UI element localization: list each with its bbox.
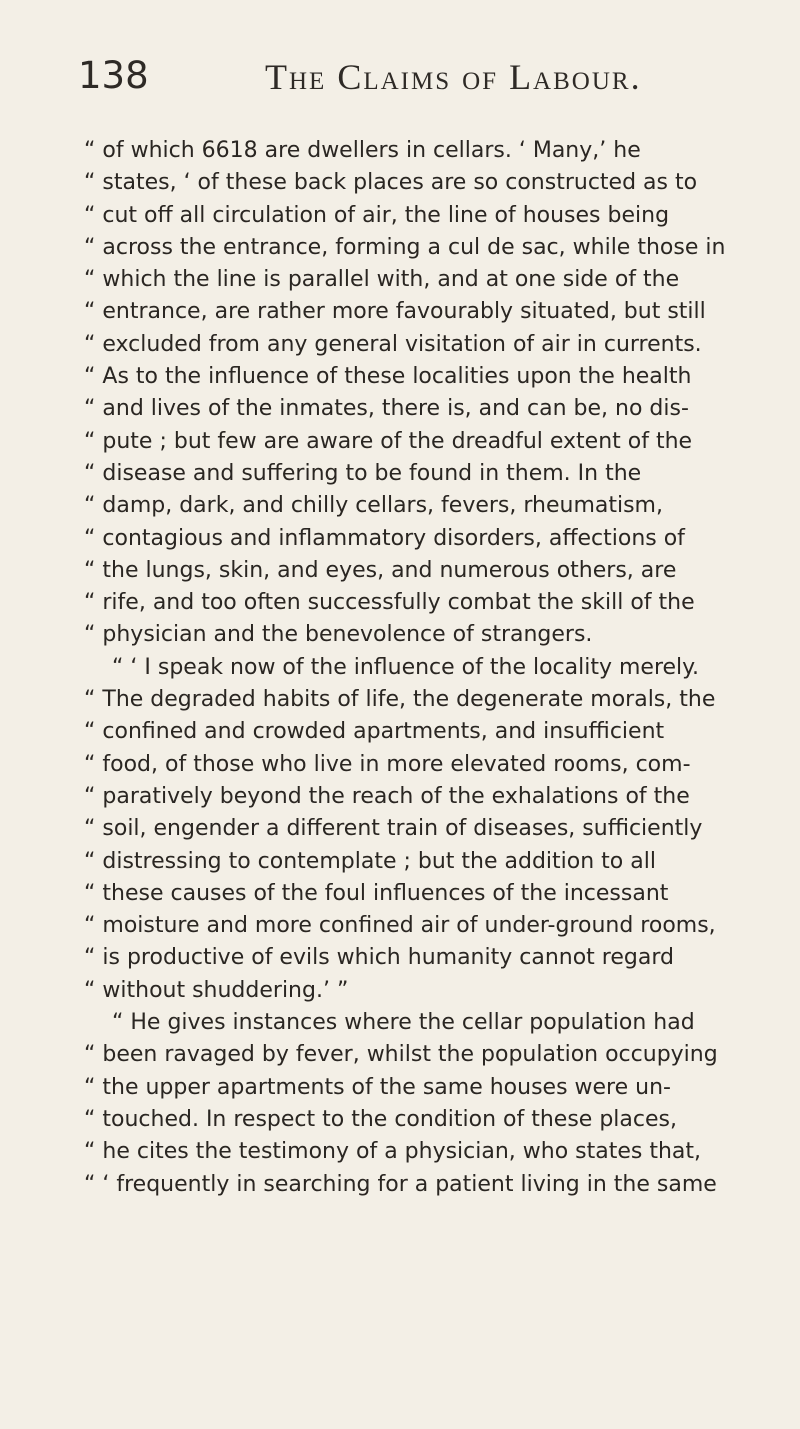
text-line: “ cut off all circulation of air, the line of houses being xyxy=(84,202,670,228)
text-line: “ disease and suffering to be found in them. In the xyxy=(84,460,642,486)
text-line: “ across the entrance, forming a cul de sac, while those in xyxy=(84,234,726,260)
text-line: “ is productive of evils which humanity cannot regard xyxy=(84,945,674,971)
page-number: 138 xyxy=(78,54,149,97)
text-line: “ of which 6618 are dwellers in cellars. ‘ Many,’ he xyxy=(84,138,641,163)
text-line: “ distressing to contemplate ; but the addition to all xyxy=(84,848,656,874)
text-line: “ the upper apartments of the same houses were un- xyxy=(84,1074,671,1100)
text-line: “ these causes of the foul influences of the incessant xyxy=(84,880,669,906)
body-text xyxy=(84,135,774,1201)
text-line: “ he cites the testimony of a physician, who states that, xyxy=(84,1139,702,1165)
text-line: “ As to the influence of these localities upon the health xyxy=(84,364,692,390)
text-line: “ states, ‘ of these back places are so constructed as to xyxy=(84,170,698,196)
paragraph-start-line: “ He gives instances where the cellar population had xyxy=(112,1010,695,1036)
text-line: “ the lungs, skin, and eyes, and numerous others, are xyxy=(84,557,677,583)
text-line: “ ‘ frequently in searching for a patient living in the same xyxy=(84,1171,717,1197)
text-line: “ paratively beyond the reach of the exhalations of the xyxy=(84,783,690,809)
text-line: “ food, of those who live in more elevated rooms, com- xyxy=(84,751,691,777)
text-line: “ The degraded habits of life, the degenerate morals, the xyxy=(84,687,716,713)
running-title: The Claims of Labour. xyxy=(265,57,642,97)
text-line: “ soil, engender a different train of diseases, sufficiently xyxy=(84,816,703,842)
text-line: “ without shuddering.’ ” xyxy=(84,977,349,1003)
text-line: “ been ravaged by fever, whilst the population occupying xyxy=(84,1042,718,1068)
text-line: “ confined and crowded apartments, and insufficient xyxy=(84,719,665,745)
text-line: “ excluded from any general visitation of air in currents. xyxy=(84,331,702,357)
text-line: “ moisture and more confined air of under-ground rooms, xyxy=(84,913,716,939)
page-header xyxy=(78,54,718,114)
text-line: “ entrance, are rather more favourably situated, but still xyxy=(84,299,706,325)
text-line: “ touched. In respect to the condition of these places, xyxy=(84,1106,677,1132)
text-line: “ damp, dark, and chilly cellars, fevers, rheumatism, xyxy=(84,493,663,519)
text-line: “ physician and the benevolence of strangers. xyxy=(84,622,593,648)
text-line: “ and lives of the inmates, there is, and can be, no dis- xyxy=(84,396,689,422)
text-line: “ contagious and inflammatory disorders, affections of xyxy=(84,525,685,551)
text-line: “ rife, and too often successfully combat the skill of the xyxy=(84,590,695,616)
paragraph-start-line: “ ‘ I speak now of the influence of the locality merely. xyxy=(112,654,700,680)
text-line: “ pute ; but few are aware of the dreadful extent of the xyxy=(84,428,693,454)
text-line: “ which the line is parallel with, and at one side of the xyxy=(84,267,680,293)
